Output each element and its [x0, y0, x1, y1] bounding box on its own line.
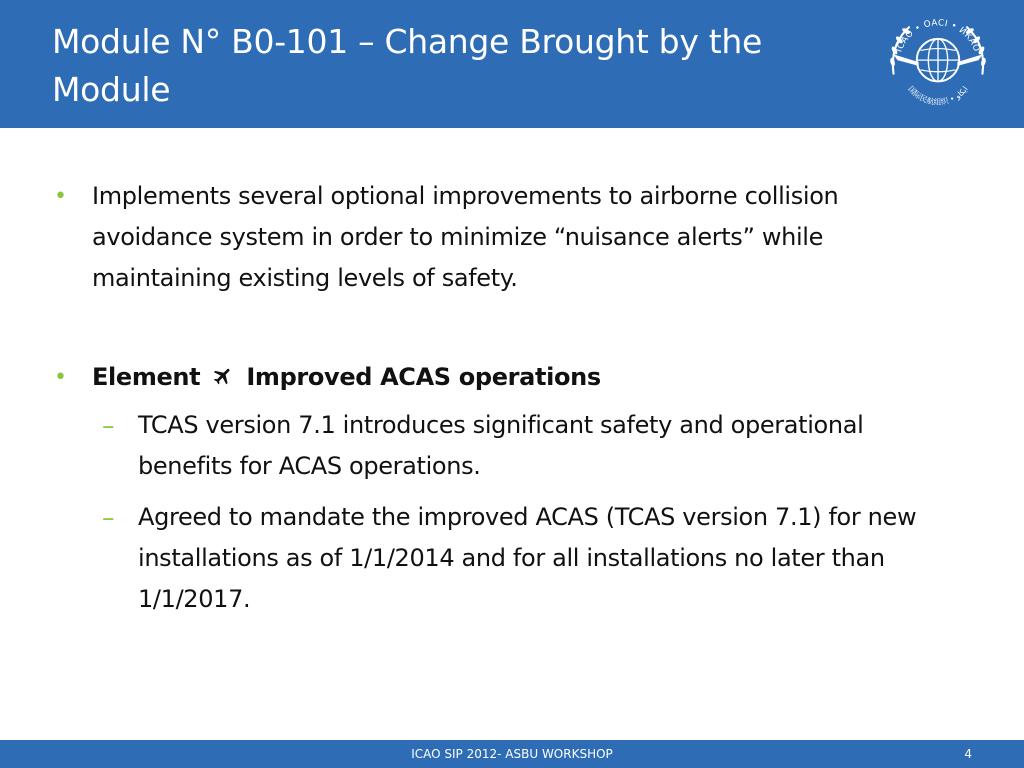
dash-marker: –	[102, 411, 115, 440]
airplane-icon	[212, 365, 234, 387]
element-title: Improved ACAS operations	[246, 363, 601, 391]
slide-title: Module N° B0-101 – Change Brought by the Module	[52, 22, 763, 109]
footer-text: ICAO SIP 2012- ASBU WORKSHOP	[411, 747, 613, 761]
bullet-marker: •	[54, 184, 67, 209]
svg-text:国际民航组织 • ايكاو: 国际民航组织 • ايكاو	[906, 84, 970, 107]
element-label: Element	[92, 363, 201, 391]
sub-bullet-text: Agreed to mandate the improved ACAS (TCAS version 7.1) for new installations as of 1/1/2014 and for all installations no later than 1/1/2017.	[138, 503, 917, 613]
svg-text:ICAO • OACI • ИКАО: ICAO • OACI • ИКАО	[894, 18, 982, 54]
icao-emblem-icon	[880, 6, 996, 122]
slide-footer	[0, 740, 1024, 768]
dash-marker: –	[102, 503, 115, 532]
slide-header	[0, 0, 1024, 128]
bullet-marker: •	[54, 365, 67, 390]
bullet-text: Implements several optional improvements to airborne collision avoidance system in order to minimize “nuisance alerts” while maintaining existing levels of safety.	[92, 182, 839, 292]
page-number: 4	[964, 747, 972, 761]
sub-bullet-text: TCAS version 7.1 introduces significant safety and operational benefits for ACAS operations.	[138, 411, 864, 480]
element-heading	[92, 357, 952, 398]
